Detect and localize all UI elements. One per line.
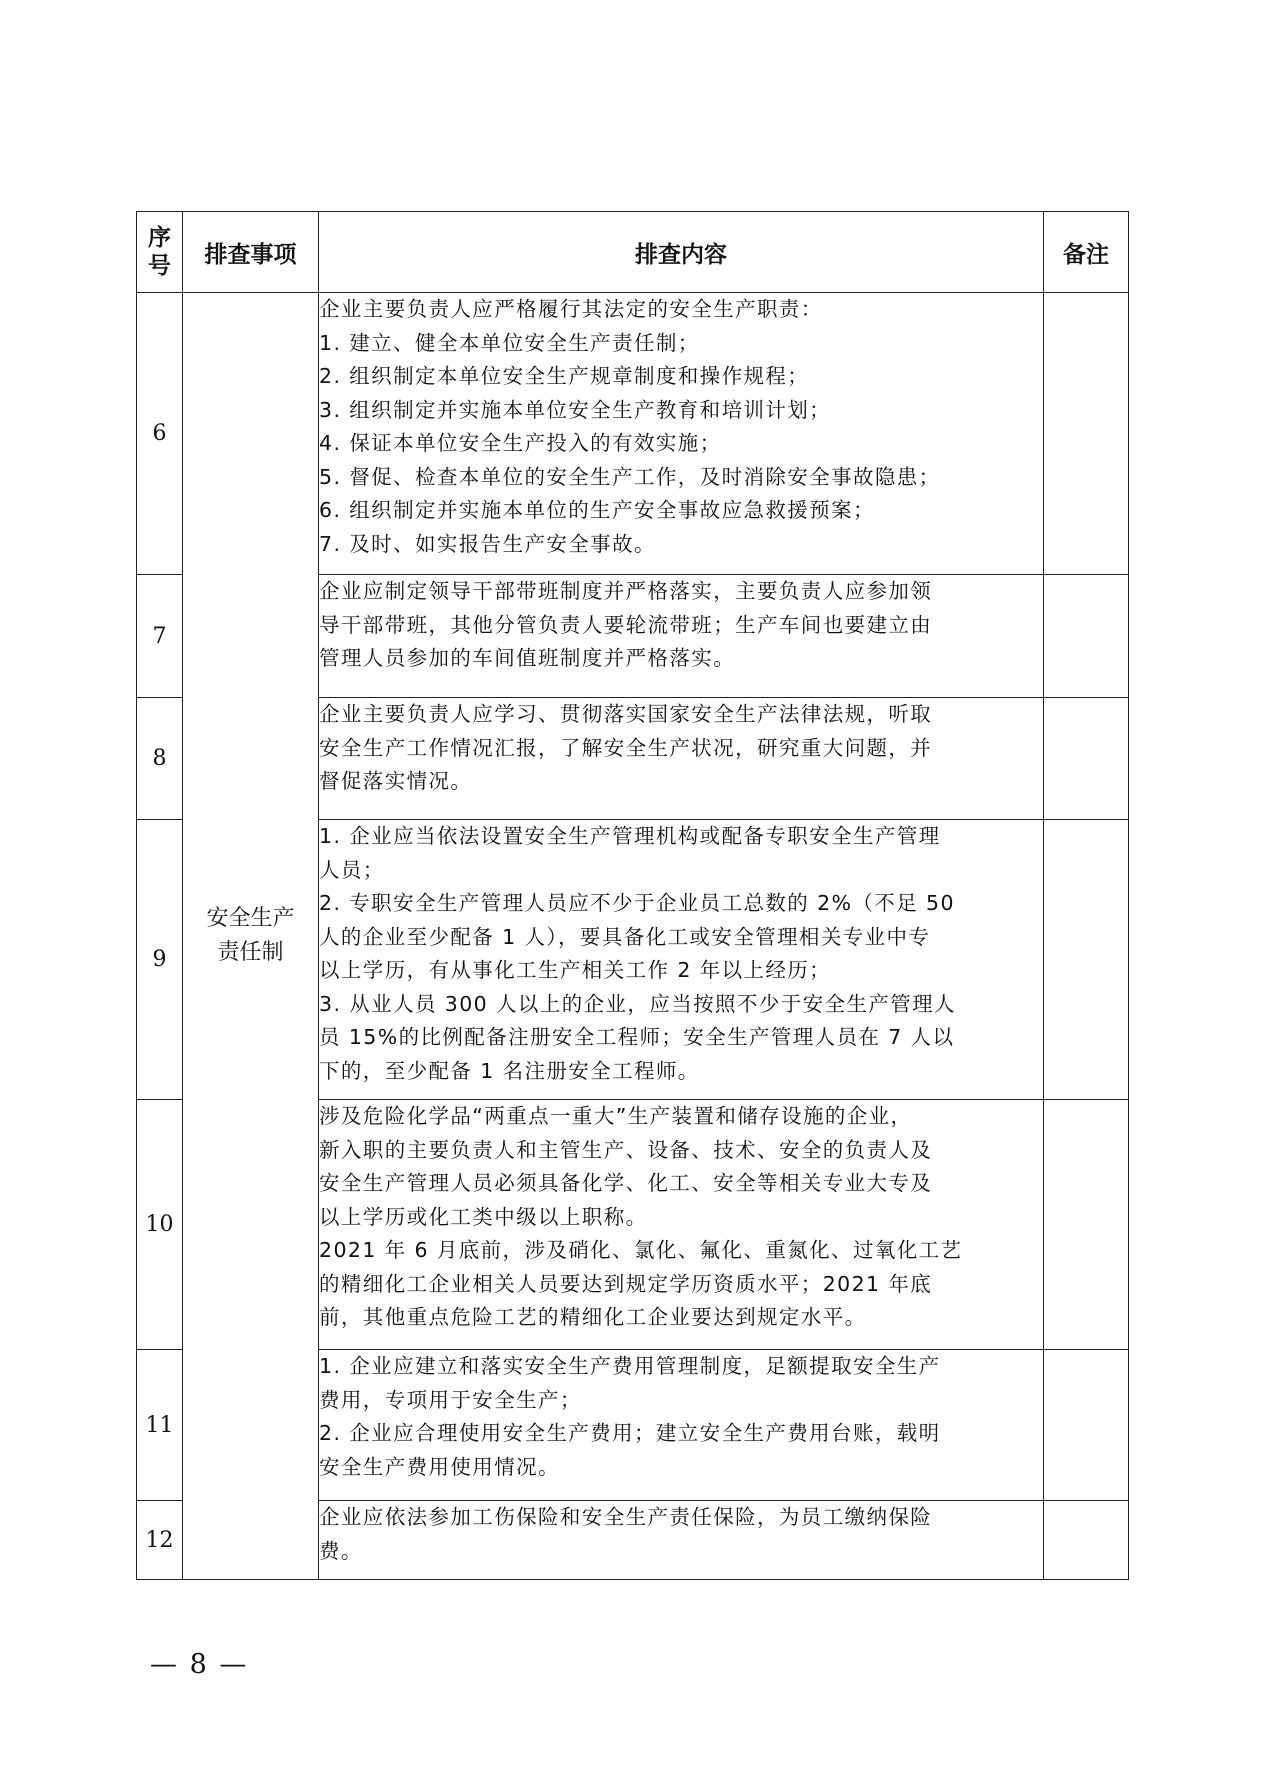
table-header-row	[137, 212, 1129, 293]
row-seq: 12	[137, 1501, 183, 1580]
content-line: 涉及危险化学品“两重点一重大”生产装置和储存设施的企业，	[319, 1104, 913, 1128]
content-line: 1. 建立、健全本单位安全生产责任制；	[319, 330, 700, 355]
content-line: 4. 保证本单位安全生产投入的有效实施；	[319, 431, 722, 455]
row-content	[319, 1100, 1044, 1350]
group-label-line1: 安全生产	[206, 906, 295, 931]
content-line: 以上学历或化工类中级以上职称。	[319, 1204, 648, 1229]
content-line: 2021 年 6 月底前，涉及硝化、氯化、氟化、重氮化、过氧化工艺	[319, 1238, 963, 1262]
content-line: 安全生产费用使用情况。	[319, 1454, 560, 1479]
content-line: 费。	[319, 1538, 363, 1563]
row-seq: 10	[137, 1100, 183, 1350]
content-line: 管理人员参加的车间值班制度并严格落实。	[319, 646, 736, 670]
content-line: 企业主要负责人应严格履行其法定的安全生产职责：	[319, 297, 823, 321]
group-label-cell	[183, 293, 319, 1580]
content-line: 2. 专职安全生产管理人员应不少于企业员工总数的 2%（不足 50	[319, 891, 955, 915]
row-content	[319, 575, 1044, 698]
row-content	[319, 1501, 1044, 1580]
row-seq: 9	[137, 820, 183, 1100]
row-content	[319, 1350, 1044, 1501]
content-line: 3. 从业人员 300 人以上的企业，应当按照不少于安全生产管理人	[319, 991, 956, 1016]
content-line: 2. 企业应合理使用安全生产费用；建立安全生产费用台账，载明	[319, 1421, 941, 1445]
row-note	[1044, 820, 1129, 1100]
content-line: 1. 企业应建立和落实安全生产费用管理制度，足额提取安全生产	[319, 1354, 941, 1378]
table-row	[137, 293, 1129, 575]
row-content	[319, 820, 1044, 1100]
content-line: 的精细化工企业相关人员要达到规定学历资质水平；2021 年底	[319, 1271, 933, 1296]
content-line: 安全生产工作情况汇报，了解安全生产状况，研究重大问题，并	[319, 735, 933, 760]
content-line: 3. 组织制定并实施本单位安全生产教育和培训计划；	[319, 397, 832, 422]
content-line: 以上学历，有从事化工生产相关工作 2 年以上经历；	[319, 958, 832, 982]
page-number: — 8 —	[150, 1649, 249, 1680]
header-content: 排查内容	[319, 212, 1044, 293]
content-line: 7. 及时、如实报告生产安全事故。	[319, 531, 656, 556]
row-seq: 8	[137, 698, 183, 820]
inspection-table	[136, 211, 1129, 1580]
content-line: 2. 组织制定本单位安全生产规章制度和操作规程；	[319, 364, 810, 388]
row-note	[1044, 1100, 1129, 1350]
header-seq	[137, 212, 183, 293]
content-line: 员 15%的比例配备注册安全工程师；安全生产管理人员在 7 人以	[319, 1025, 955, 1049]
content-line: 导干部带班，其他分管负责人要轮流带班；生产车间也要建立由	[319, 612, 933, 637]
group-label-line2: 责任制	[217, 940, 284, 965]
row-seq: 7	[137, 575, 183, 698]
content-line: 5. 督促、检查本单位的安全生产工作，及时消除安全事故隐患；	[319, 464, 941, 489]
content-line: 企业应制定领导干部带班制度并严格落实，主要负责人应参加领	[319, 579, 933, 603]
content-line: 新入职的主要负责人和主管生产、设备、技术、安全的负责人及	[319, 1137, 933, 1162]
content-line: 费用，专项用于安全生产；	[319, 1387, 582, 1412]
header-seq-line2: 号	[148, 253, 171, 279]
header-item: 排查事项	[183, 212, 319, 293]
content-line: 企业主要负责人应学习、贯彻落实国家安全生产法律法规，听取	[319, 702, 933, 726]
row-note	[1044, 1350, 1129, 1501]
content-line: 下的，至少配备 1 名注册安全工程师。	[319, 1058, 700, 1083]
row-seq: 6	[137, 293, 183, 575]
content-line: 企业应依法参加工伤保险和安全生产责任保险，为员工缴纳保险	[319, 1505, 933, 1529]
content-line: 人员；	[319, 857, 385, 882]
header-note: 备注	[1044, 212, 1129, 293]
row-note	[1044, 575, 1129, 698]
row-content	[319, 293, 1044, 575]
content-line: 人的企业至少配备 1 人），要具备化工或安全管理相关专业中专	[319, 924, 931, 949]
row-seq: 11	[137, 1350, 183, 1501]
content-line: 前，其他重点危险工艺的精细化工企业要达到规定水平。	[319, 1305, 867, 1329]
row-note	[1044, 1501, 1129, 1580]
content-line: 6. 组织制定并实施本单位的生产安全事故应急救援预案；	[319, 498, 875, 522]
row-note	[1044, 698, 1129, 820]
content-line: 安全生产管理人员必须具备化学、化工、安全等相关专业大专及	[319, 1171, 933, 1195]
content-line: 督促落实情况。	[319, 769, 473, 793]
header-seq-line1: 序	[148, 225, 171, 251]
row-note	[1044, 293, 1129, 575]
row-content	[319, 698, 1044, 820]
content-line: 1. 企业应当依法设置安全生产管理机构或配备专职安全生产管理	[319, 824, 941, 848]
